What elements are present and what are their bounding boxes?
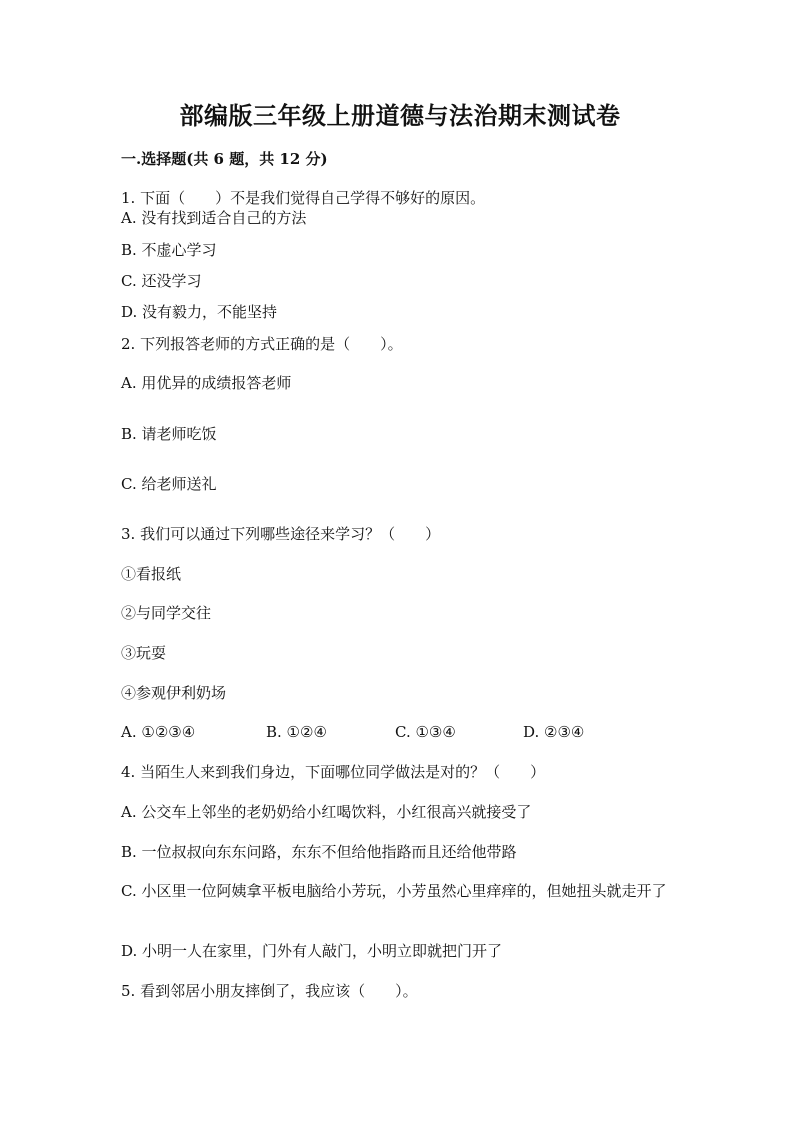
question-5-stem: 5. 看到邻居小朋友摔倒了，我应该（ ）。 (121, 982, 418, 1000)
question-3-option-d: D. ②③④ (523, 723, 585, 741)
page-title: 部编版三年级上册道德与法治期末测试卷 (179, 101, 621, 130)
question-2-option-a: A. 用优异的成绩报答老师 (121, 374, 292, 392)
question-4-option-a: A. 公交车上邻坐的老奶奶给小红喝饮料，小红很高兴就接受了 (121, 803, 532, 821)
question-2-stem: 2. 下列报答老师的方式正确的是（ ）。 (121, 335, 403, 353)
question-1-option-b: B. 不虚心学习 (121, 241, 217, 259)
question-4-option-c: C. 小区里一位阿姨拿平板电脑给小芳玩，小芳虽然心里痒痒的，但她扭头就走开了 (121, 882, 667, 900)
question-3-item-2: ②与同学交往 (121, 604, 212, 622)
question-1-option-a: A. 没有找到适合自己的方法 (121, 209, 307, 227)
question-4-option-b: B. 一位叔叔向东东问路，东东不但给他指路而且还给他带路 (121, 843, 517, 861)
section-heading: 一.选择题(共 6 题，共 12 分) (121, 150, 328, 168)
question-3-option-b: B. ①②④ (266, 723, 327, 741)
question-4-stem: 4. 当陌生人来到我们身边，下面哪位同学做法是对的？（ ） (121, 763, 546, 781)
question-3-option-a: A. ①②③④ (121, 723, 196, 741)
question-3-option-c: C. ①③④ (395, 723, 456, 741)
question-1-option-c: C. 还没学习 (121, 272, 202, 290)
question-2-option-c: C. 给老师送礼 (121, 475, 217, 493)
question-3-item-4: ④参观伊利奶场 (121, 684, 227, 702)
question-1-stem: 1. 下面（ ）不是我们觉得自己学得不够好的原因。 (121, 189, 486, 207)
question-3-item-3: ③玩耍 (121, 644, 167, 662)
question-3-item-1: ①看报纸 (121, 565, 182, 583)
question-2-option-b: B. 请老师吃饭 (121, 425, 217, 443)
question-1-option-d: D. 没有毅力，不能坚持 (121, 303, 278, 321)
question-3-stem: 3. 我们可以通过下列哪些途径来学习？（ ） (121, 525, 441, 543)
question-4-option-d: D. 小明一人在家里，门外有人敲门，小明立即就把门开了 (121, 942, 503, 960)
